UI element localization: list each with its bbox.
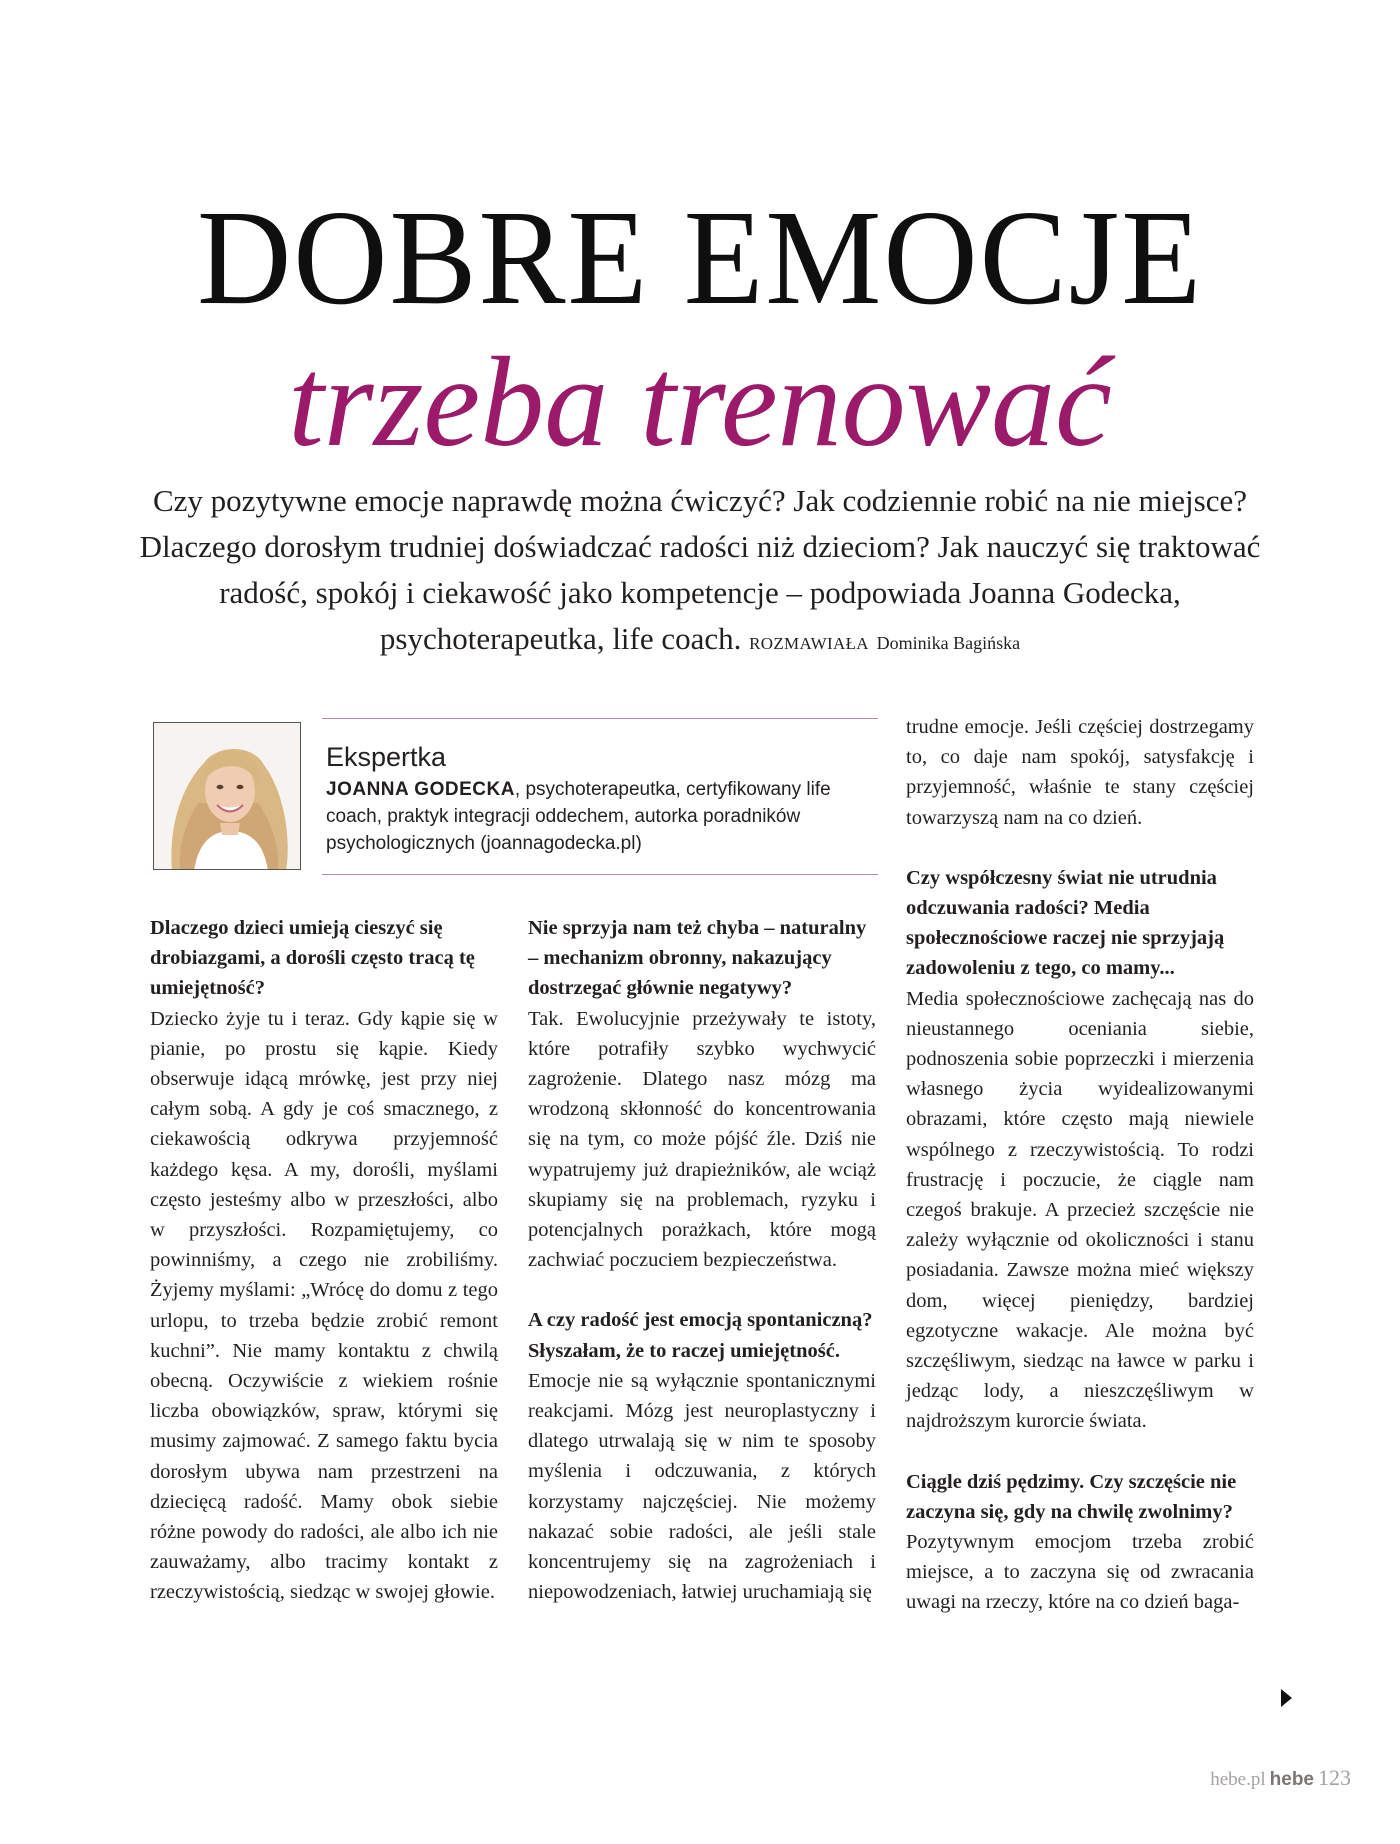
expert-bottom-rule — [322, 874, 878, 875]
interviewer-name: Dominika Bagińska — [876, 633, 1021, 653]
article-column-3 — [906, 712, 1254, 1618]
expert-bio: , psychoterapeutka, certyfikowany life coach, praktyk integracji oddechem, autorka poradników psychologicznych (joannagodecka.pl) — [326, 779, 831, 854]
question: A czy radość jest emocją spontaniczną? Słyszałam, że to raczej umiejętność. — [528, 1309, 873, 1362]
page-number: 123 — [1318, 1765, 1351, 1790]
expert-description — [326, 776, 886, 857]
footer-brand-logo: hebe — [1269, 1769, 1314, 1790]
lead-text: Czy pozytywne emocje naprawdę można ćwiczyć? Jak codziennie robić na nie miejsce? Dlaczego dorosłym trudniej doświadczać radości niż dzieciom? Jak nauczyć się traktować radość, spokój i ciekawość jako kompetencje – podpowiada Joanna Godecka, psychoterapeutka, life coach. — [139, 483, 1261, 656]
page-footer — [1096, 1766, 1351, 1792]
question: Dlaczego dzieci umieją cieszyć się drobiazgami, a dorośli często tracą tę umiejętność? — [150, 917, 475, 1000]
answer-continued: trudne emocje. Jeśli częściej dostrzegamy to, co daje nam spokój, satysfakcję i przyjemność, właśnie te stany częściej towarzyszą nam na co dzień. — [906, 716, 1254, 829]
interviewer-label: ROZMAWIAŁA — [749, 634, 869, 653]
question: Ciągle dziś pędzimy. Czy szczęście nie zaczyna się, gdy na chwilę zwolnimy? — [906, 1470, 1237, 1523]
question: Czy współczesny świat nie utrudnia odczuwania radości? Media społecznościowe raczej nie sprzyjają zadowoleniu z tego, co mamy... — [906, 866, 1225, 980]
paragraph-gap — [528, 1275, 876, 1305]
article-column-1 — [150, 913, 498, 1608]
article-column-2 — [528, 913, 876, 1607]
headline-subtitle: trzeba trenować — [288, 331, 1112, 473]
expert-photo — [153, 722, 301, 870]
continue-arrow-icon — [1281, 1689, 1292, 1707]
answer: Emocje nie są wyłącznie spontanicznymi reakcjami. Mózg jest neuroplastyczny i dlatego utrwalają się w nim te sposoby myślenia i odczuwania, z których korzystamy najczęściej. Nie możemy nakazać sobie radości, ale jeśli stale koncentrujemy się na zagrożeniach i niepowodzeniach, łatwiej uruchamiają się — [528, 1369, 876, 1604]
lead-paragraph — [120, 478, 1280, 667]
expert-box — [326, 740, 886, 857]
expert-portrait-image — [154, 723, 301, 870]
answer: Media społecznościowe zachęcają nas do nieustannego oceniania siebie, podnoszenia sobie poprzeczki i mierzenia własnego życia wyidealizowanymi obrazami, które często mają niewiele wspólnego z rzeczywistością. To rodzi frustrację i poczucie, że ciągle nam czegoś brakuje. A przecież szczęście nie zależy wyłącznie od okoliczności i stanu posiadania. Zawsze można mieć większy dom, więcej pieniędzy, bardziej egzotyczne wakacje. Ale można być szczęśliwym, siedząc na ławce w parku i jedząc lody, a nieszczęśliwym w najdroższym kurorcie świata. — [906, 987, 1254, 1433]
paragraph-gap — [906, 1437, 1254, 1467]
expert-label: Ekspertka — [326, 742, 447, 772]
answer: Tak. Ewolucyjnie przeżywały te istoty, które potrafiły szybko wychwycić zagrożenie. Dlatego nasz mózg ma wrodzoną skłonność do koncentrowania się na tym, co może pójść źle. Dziś nie wypatrujemy już drapieżników, ale wciąż skupiamy się na problemach, ryzyku i potencjalnych porażkach, które mogą zachwiać poczuciem bezpieczeństwa. — [528, 1007, 876, 1272]
question: Nie sprzyja nam też chyba – naturalny – mechanizm obronny, nakazujący dostrzegać głównie negatywy? — [528, 917, 867, 1000]
footer-site: hebe.pl — [1210, 1769, 1266, 1790]
paragraph-gap — [906, 833, 1254, 863]
expert-name: JOANNA GODECKA — [326, 779, 515, 800]
expert-top-rule — [322, 718, 878, 719]
headline: DOBRE EMOCJE — [197, 183, 1203, 333]
answer: Pozytywnym emocjom trzeba zrobić miejsce, a to zaczyna się od zwracania uwagi na rzeczy, które na co dzień baga- — [906, 1531, 1254, 1614]
answer: Dziecko żyje tu i teraz. Gdy kąpie się w pianie, po prostu się kąpie. Kiedy obserwuje idącą mrówkę, jest przy niej całym sobą. A gdy je coś smacznego, z ciekawością odkrywa przyjemność każdego kęsa. A my, dorośli, myślami często jesteśmy albo w przeszłości, albo w przyszłości. Rozpamiętujemy, co powinniśmy, a czego nie zrobiliśmy. Żyjemy myślami: „Wrócę do domu z tego urlopu, to trzeba będzie zrobić remont kuchni”. Nie mamy kontaktu z chwilą obecną. Oczywiście z wiekiem rośnie liczba obowiązków, spraw, którymi się musimy zajmować. Z samego faktu bycia dorosłym ubywa nam przestrzeni na dziecięcą radość. Mamy obok siebie różne powody do radości, ale albo ich nie zauważamy, albo tracimy kontakt z rzeczywistością, siedząc w swojej głowie. — [150, 1007, 498, 1604]
